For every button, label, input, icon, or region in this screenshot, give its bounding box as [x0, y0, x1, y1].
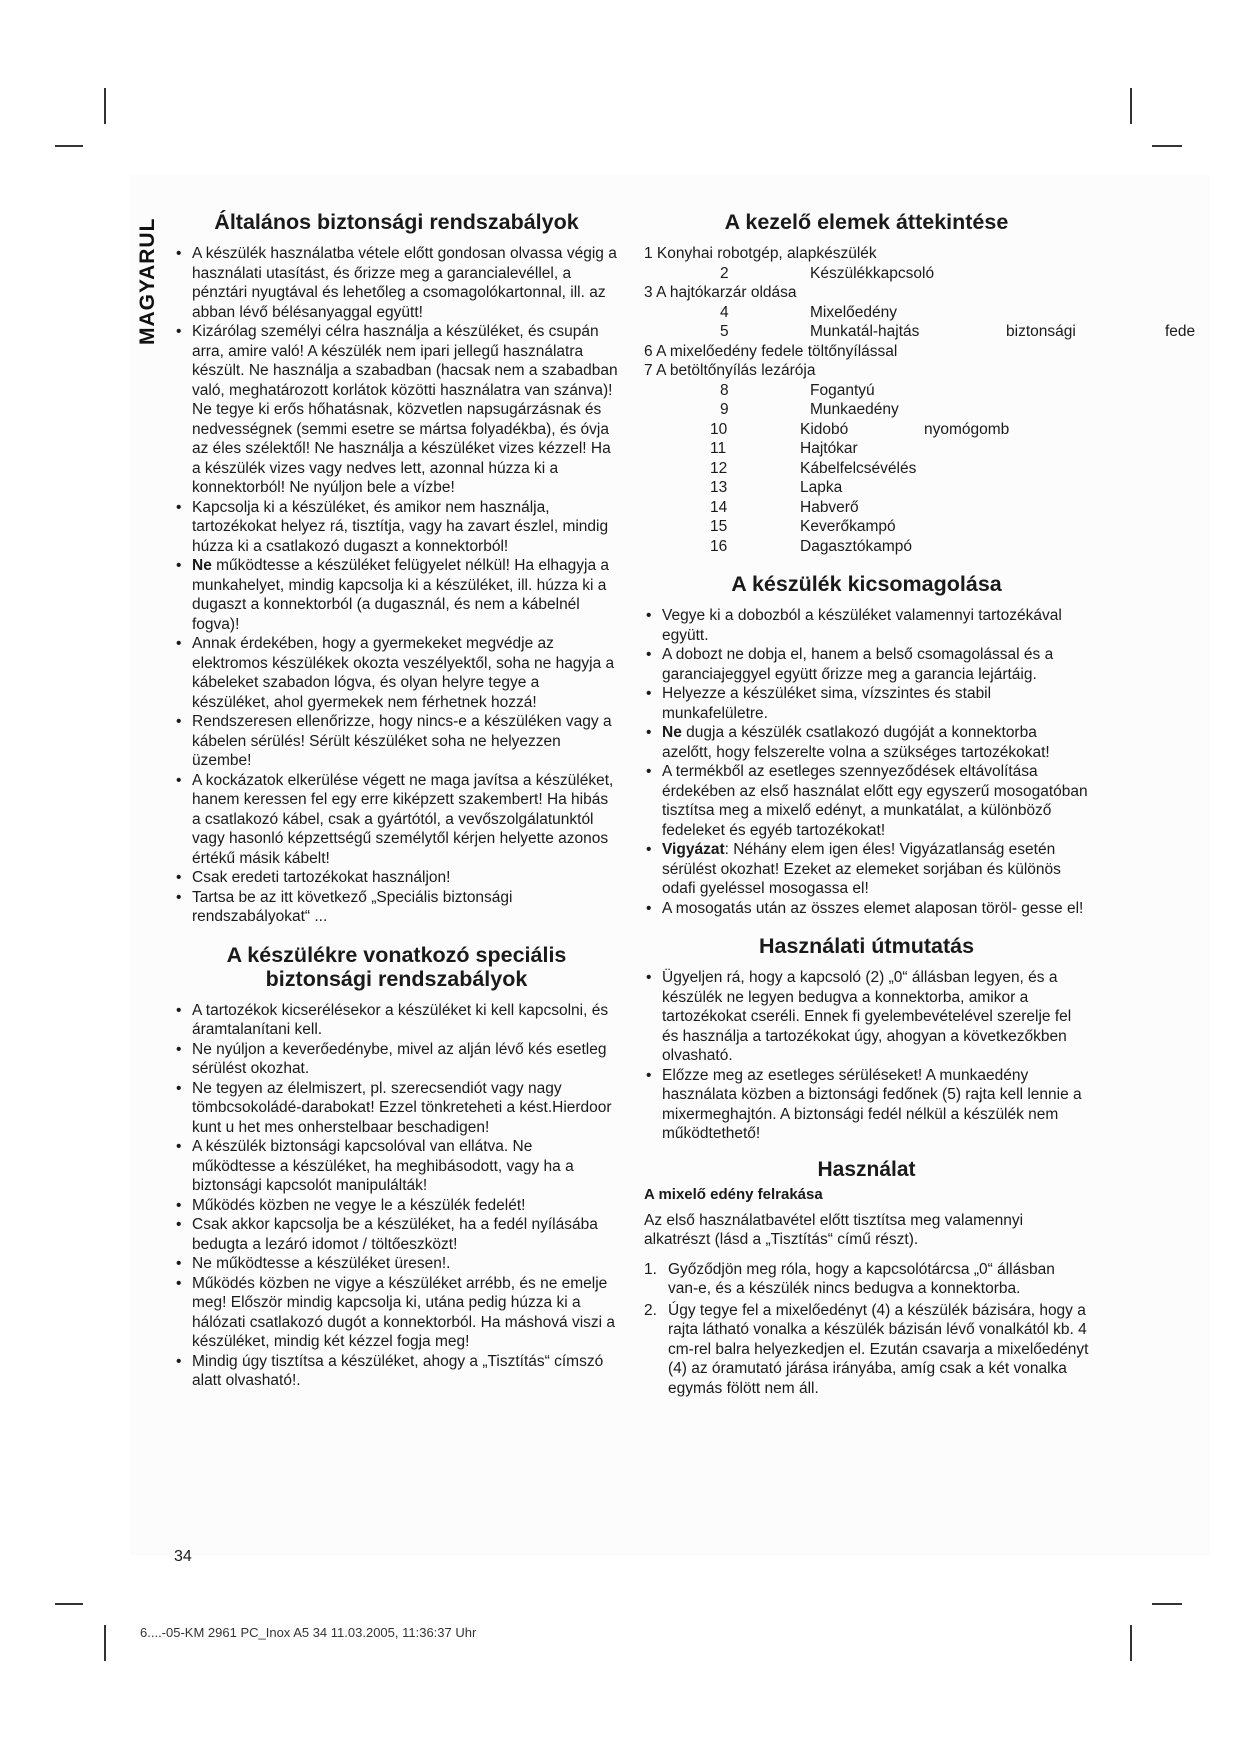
part-label: Készülékkapcsoló [810, 264, 935, 282]
bold-caution: Vigyázat [662, 841, 725, 858]
parts-row [644, 283, 1089, 303]
parts-row [644, 459, 1089, 479]
crop-mark [104, 88, 106, 124]
list-item: • Működés közben ne vegye le a készülék fedelét! [174, 1196, 619, 1216]
parts-row [644, 244, 1089, 264]
mixer-subtitle: A mixelő edény felrakása [644, 1186, 823, 1203]
language-tab: MAGYARUL [136, 217, 159, 345]
part-label: 7 A betöltőnyílás lezárója [644, 362, 816, 379]
parts-row [644, 498, 1089, 518]
parts-row [644, 342, 1089, 362]
usage-notes-list [644, 968, 1089, 1144]
part-number: 16 [710, 537, 728, 555]
crop-mark [1130, 88, 1132, 124]
part-number: 13 [710, 479, 728, 496]
list-item: • Vegye ki a dobozból a készüléket valamennyi tartozékával együtt. [644, 606, 1089, 645]
list-item: • Annak érdekében, hogy a gyermekeket megvédje az elektromos készülékek okozta veszélyektől, soha ne hagyja a kábeleket szabadon lógva, és olyan helyre tegye a készüléket, ahol gyermekek nem férhetnek hozzá! [174, 634, 619, 712]
list-item: • Kapcsolja ki a készüléket, és amikor nem használja, tartozékokat helyez rá, tisztítja, vagy ha zavart észlel, mindig húzza ki a csatlakozó dugaszt a konnektorból! [174, 498, 619, 557]
list-item: • Helyezze a készüléket sima, vízszintes és stabil munkafelületre. [644, 684, 1089, 723]
list-item: • A készülék használatba vétele előtt gondosan olvassa végig a használati utasítást, és őrizze meg a garancialevéllel, a pénztári nyugtával és lehetőleg a csomagolókartonnal, ill. az abban lévő bélésanyaggal együtt! [174, 244, 619, 322]
list-item-text: dugja a készülék csatlakozó dugóját a konnektorba azelőtt, hogy felszerelte volna a szükséges tartozékokat! [662, 724, 1050, 761]
step-text: Úgy tegye fel a mixelőedényt (4) a készülék bázisára, hogy a rajta látható vonalka a készülék bázisán lévő vonalkától kb. 4 cm-rel balra helyezkedjen el. Ezután csavarja a mixelőedényt (4) az óramutató járása irányába, amíg csak a két vonalka egymás fölött nem áll. [668, 1301, 1089, 1397]
part-number: 9 [720, 401, 729, 418]
crop-mark [55, 145, 83, 147]
part-label: Fogantyú [810, 381, 875, 399]
part-label: 6 A mixelőedény fedele töltőnyílással [644, 342, 898, 360]
parts-row [644, 439, 1089, 459]
crop-mark [104, 1625, 106, 1661]
list-item: • Tartsa be az itt következő „Speciális biztonsági rendszabályokat“ ... [174, 888, 619, 927]
parts-row [644, 478, 1089, 498]
part-number: 5 [720, 323, 729, 340]
part-number: 2 [720, 264, 729, 282]
parts-row [644, 537, 1089, 557]
page-number: 34 [174, 1548, 192, 1565]
parts-row [644, 264, 1089, 284]
bold-ne: Ne [662, 724, 682, 741]
special-safety-title: A készülékre vonatkozó speciális biztonsági rendszabályok [226, 942, 567, 991]
part-label: 3 A hajtókarzár oldása [644, 284, 797, 301]
part-label-2: nyomógomb [924, 420, 1010, 438]
parts-row [644, 400, 1089, 420]
list-item: • Ne működtesse a készüléket üresen!. [174, 1254, 619, 1274]
step-item [644, 1301, 1089, 1399]
step-number: 1. [644, 1260, 657, 1278]
part-label: 1 Konyhai robotgép, alapkészülék [644, 245, 877, 262]
mixer-intro: Az első használatbavétel előtt tisztítsa meg valamennyi alkatrészt (lásd a „Tisztítás“ című részt). [644, 1211, 1024, 1248]
part-label: Keverőkampó [800, 518, 896, 535]
parts-row [644, 381, 1089, 401]
special-safety-list [174, 1001, 619, 1391]
unpacking-title: A készülék kicsomagolása [731, 572, 1002, 596]
print-footer: 6....-05-KM 2961 PC_Inox A5 34 11.03.2005, 11:36:37 Uhr [140, 1625, 477, 1640]
left-column [174, 210, 619, 1391]
mixer-steps [644, 1260, 1089, 1399]
parts-row [644, 420, 1089, 440]
part-number: 14 [710, 498, 728, 516]
part-label: Kidobó [800, 420, 849, 438]
parts-row [644, 361, 1089, 381]
list-item: • A tartozékok kicserélésekor a készüléket ki kell kapcsolni, és áramtalanítani kell. [174, 1001, 619, 1040]
usage-title: Használat [817, 1157, 916, 1181]
unpacking-list [644, 606, 1089, 918]
part-number: 10 [710, 420, 728, 438]
step-number: 2. [644, 1301, 657, 1319]
part-number: 8 [720, 381, 729, 399]
list-item: • Rendszeresen ellenőrizze, hogy nincs-e a készüléken vagy a kábelen sérülés! Sérült készüléket soha ne helyezzen üzembe! [174, 712, 619, 771]
part-number: 15 [710, 518, 728, 535]
part-label: Hajtókar [800, 440, 858, 457]
part-number: 4 [720, 303, 729, 321]
list-item: • Csak akkor kapcsolja be a készüléket, ha a fedél nyílásába bedugta a lezáró idomot / töltőeszközt! [174, 1215, 619, 1254]
part-label: Munkatál-hajtás [810, 323, 920, 340]
list-item: • Csak eredeti tartozékokat használjon! [174, 868, 619, 888]
list-item: • Mindig úgy tisztítsa a készüléket, ahogy a „Tisztítás“ címszó alatt olvasható!. [174, 1352, 619, 1391]
list-item [174, 556, 619, 634]
part-label: Kábelfelcsévélés [800, 459, 917, 477]
part-label: Dagasztókampó [800, 537, 913, 555]
general-safety-list [174, 244, 619, 927]
usage-notes-title: Használati útmutatás [758, 934, 975, 958]
list-item: • Előzze meg az esetleges sérüléseket! A munkaedény használata közben a biztonsági fedőnek (5) rajta kell lennie a mixermeghajtón. A biztonsági fedél nélkül a készülék nem működtethető! [644, 1066, 1089, 1144]
list-item [644, 723, 1089, 762]
list-item: • A kockázatok elkerülése végett ne maga javítsa a készüléket, hanem keressen fel egy erre kiképzett szakembert! Ha hibás a csatlakozó kábel, csak a gyártótól, a vevőszolgálatunktól vagy hasonló képzettségű személytől kérjen helyette azonos értékű másik kábelt! [174, 771, 619, 869]
step-text: Győződjön meg róla, hogy a kapcsolótárcsa „0“ állásban van-e, és a készülék nincs bedugva a konnektorba. [668, 1260, 1055, 1297]
crop-mark [1152, 145, 1182, 147]
part-label: Habverő [800, 498, 859, 516]
parts-list [644, 244, 1196, 556]
part-label: Lapka [800, 479, 843, 496]
list-item-text: működtesse a készüléket felügyelet nélkül! Ha elhagyja a munkahelyet, mindig kapcsolja ki a készüléket, ill. húzza ki a dugaszt a konnektorból (a dugasznál, és nem a kábelnél fogva)! [192, 557, 610, 633]
part-number: 11 [710, 440, 727, 457]
step-item [644, 1260, 1089, 1299]
list-item: • A készülék biztonsági kapcsolóval van ellátva. Ne működtesse a készüléket, ha meghibásodott, vagy ha a biztonsági kapcsolót manipulálták! [174, 1137, 619, 1196]
list-item: • Ne nyúljon a keverőedénybe, mivel az alján lévő kés esetleg sérülést okozhat. [174, 1040, 619, 1079]
list-item [644, 840, 1089, 899]
crop-mark [1152, 1603, 1182, 1605]
list-item: • A mosogatás után az összes elemet alaposan töröl- gesse el! [644, 899, 1089, 919]
list-item: • A termékből az esetleges szennyeződések eltávolítása érdekében az első használat előtt egy egyszerű mosogatóban tisztítsa meg a mixelő edényt, a munkatálat, a különböző fedeleket és egyéb tartozékokat! [644, 762, 1089, 840]
list-item: • Ne tegyen az élelmiszert, pl. szerecsendiót vagy nagy tömbcsokoládé-darabokat! Ezzel tönkreteheti a kést.Hierdoor kunt u het mes onherstelbaar beschadigen! [174, 1079, 619, 1138]
general-safety-title: Általános biztonsági rendszabályok [214, 210, 579, 234]
part-number: 12 [710, 459, 728, 477]
part-label: Munkaedény [810, 401, 899, 418]
parts-row [644, 517, 1089, 537]
crop-mark [1130, 1625, 1132, 1661]
list-item: • A dobozt ne dobja el, hanem a belső csomagolással és a garanciajeggyel együtt őrizze meg a garancia lejártáig. [644, 645, 1089, 684]
controls-overview-title: A kezelő elemek áttekintése [724, 210, 1009, 234]
bold-ne: Ne [192, 557, 212, 574]
parts-row [644, 303, 1089, 323]
part-label-2: biztonsági [1006, 323, 1076, 340]
crop-mark [55, 1603, 83, 1605]
list-item-text: : Néhány elem igen éles! Vigyázatlanság esetén sérülést okozhat! Ezeket az elemeket sorjában és különös odafi gyeléssel mosogassa el! [662, 841, 1061, 897]
list-item: • Ügyeljen rá, hogy a kapcsoló (2) „0“ állásban legyen, és a készülék ne legyen bedugva a konnektorba, amikor a tartozékokat cseréli. Ennek fi gyelembevételével szerelje fel és használja a tartozékokat úgy, ahogyan a következőkben olvasható. [644, 968, 1089, 1066]
part-label: Mixelőedény [810, 303, 898, 321]
parts-row [644, 322, 1196, 342]
right-column [644, 210, 1196, 1400]
list-item: • Működés közben ne vigye a készüléket arrébb, és ne emelje meg! Először mindig kapcsolja ki, utána pedig húzza ki a hálózati csatlakozó dugót a konnektorból. Ha máshová viszi a készüléket, mindig két kézzel fogja meg! [174, 1274, 619, 1352]
part-label-3: fede [1165, 323, 1196, 340]
list-item: • Kizárólag személyi célra használja a készüléket, és csupán arra, amire való! A készülék nem ipari jellegű használatra készült. Ne használja a szabadban (hacsak nem a szabadban való, meghatározott korlátok közötti használatra van szánva)! Ne tegye ki erős hőhatásnak, közvetlen napsugárzásnak és nedvességnek (semmi esetre se mártsa folyadékba), és óvja az éles szélektől! Ne használja a készüléket vizes kézzel! Ha a készülék vizes vagy nedves lett, azonnal húzza ki a konnektorból! Ne nyúljon bele a vízbe! [174, 322, 619, 498]
